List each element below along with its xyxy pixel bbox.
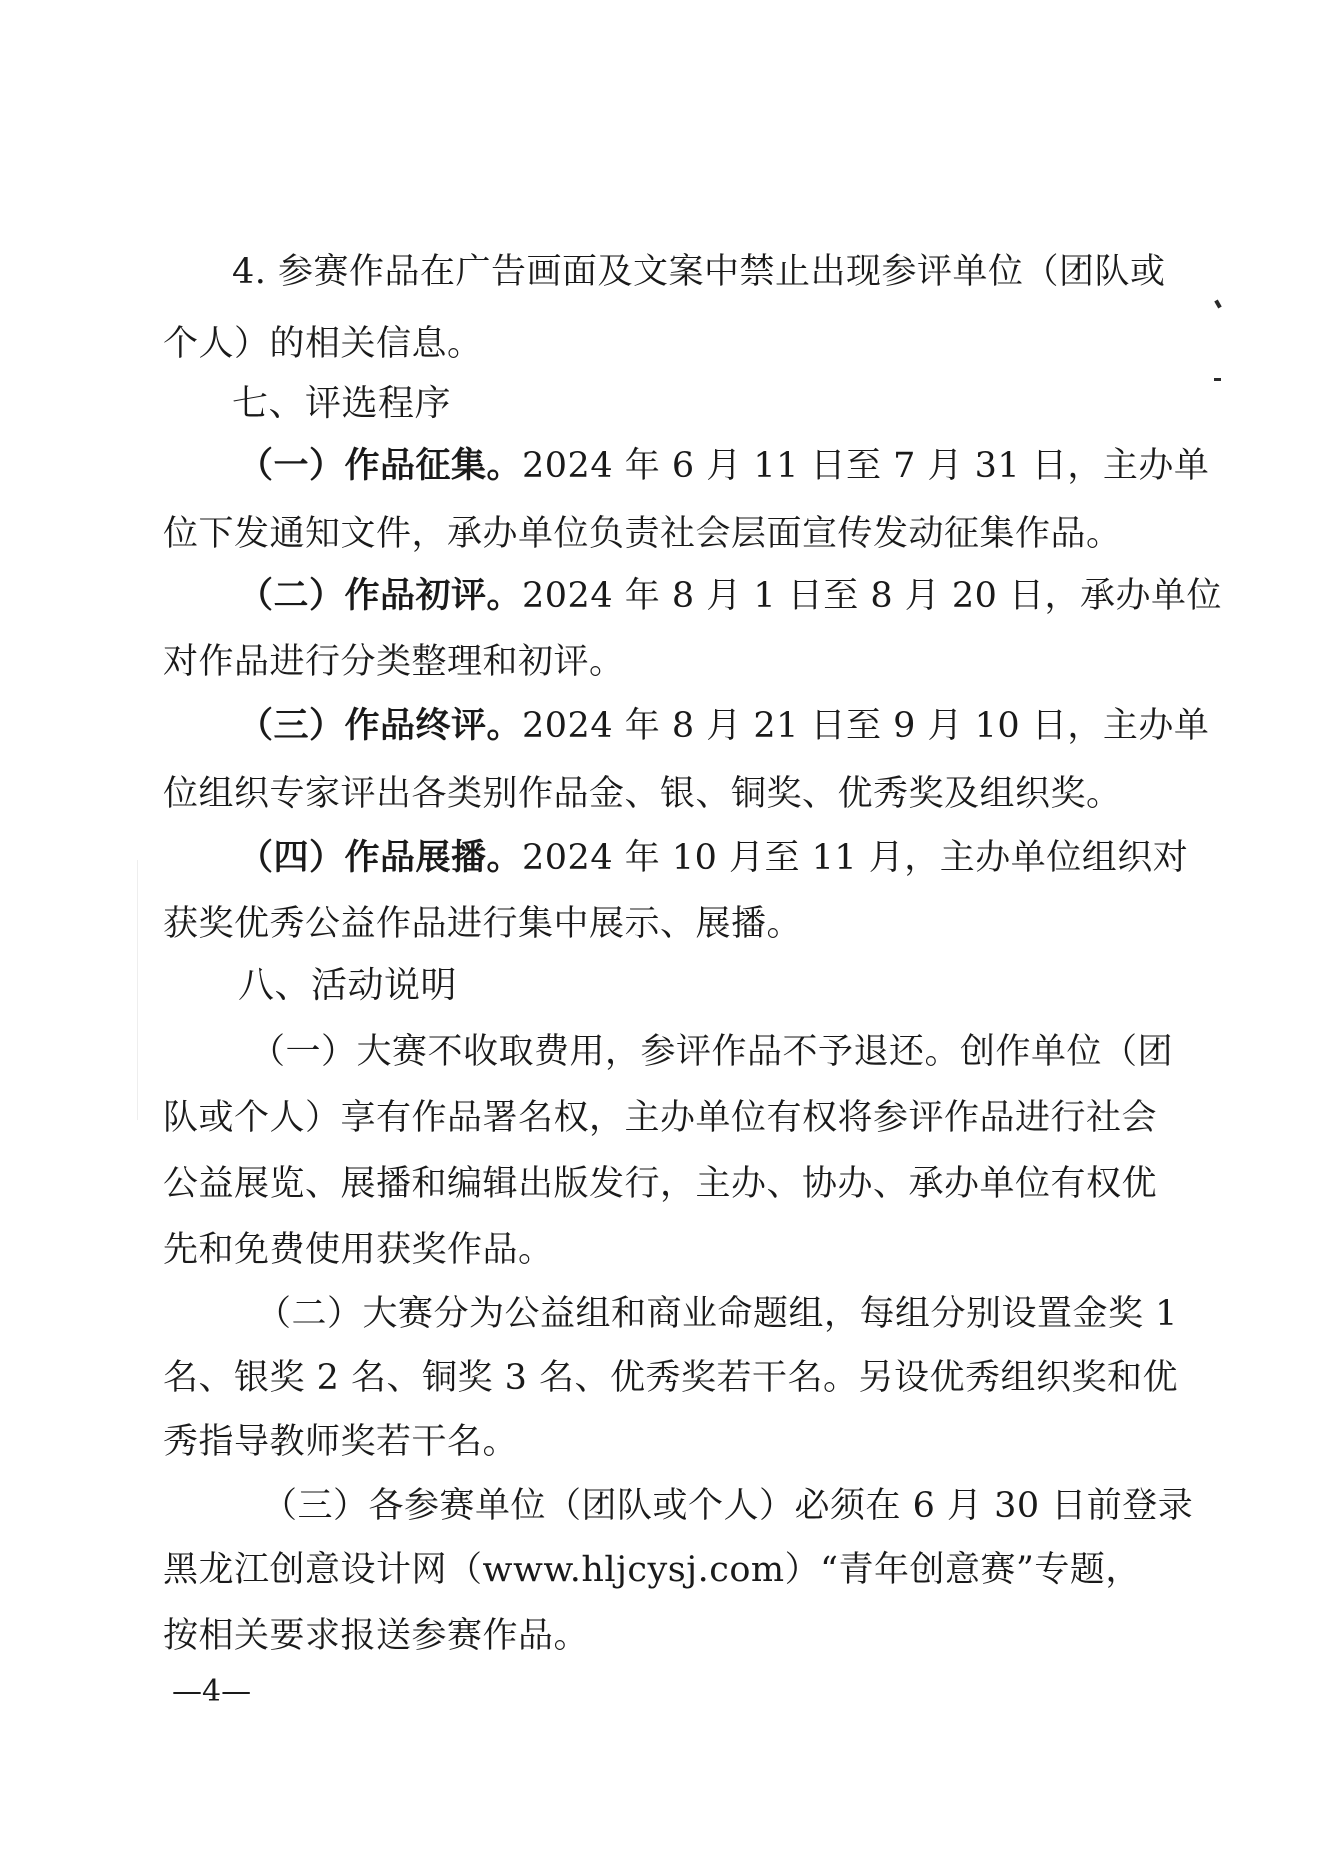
paragraph-line: （三）各参赛单位（团队或个人）必须在 6 月 30 日前登录 — [262, 1486, 1194, 1526]
subsection-label: （一）作品征集。 — [238, 445, 523, 486]
paragraph-line: 名、银奖 2 名、铜奖 3 名、优秀奖若干名。另设优秀组织奖和优 — [163, 1358, 1179, 1398]
paragraph-line — [238, 836, 1188, 880]
section-heading: 七、评选程序 — [232, 383, 452, 424]
subsection-label: （二）作品初评。 — [238, 575, 523, 616]
paragraph-line: （二）大赛分为公益组和商业命题组，每组分别设置金奖 1 — [256, 1294, 1178, 1334]
paragraph-line — [238, 574, 1222, 618]
paragraph-text: 2024 年 8 月 21 日至 9 月 10 日，主办单 — [522, 706, 1210, 746]
paragraph-line: 个人）的相关信息。 — [163, 324, 483, 364]
subsection-label: （四）作品展播。 — [238, 837, 523, 878]
paragraph-text: 2024 年 8 月 1 日至 8 月 20 日，承办单位 — [522, 576, 1223, 616]
paragraph-line: （一）大赛不收取费用，参评作品不予退还。创作单位（团 — [250, 1032, 1174, 1072]
paragraph-line: 队或个人）享有作品署名权，主办单位有权将参评作品进行社会 — [163, 1098, 1158, 1138]
paragraph-line: 对作品进行分类整理和初评。 — [163, 642, 625, 682]
paragraph-line: 位组织专家评出各类别作品金、银、铜奖、优秀奖及组织奖。 — [163, 774, 1122, 814]
paragraph-text: 2024 年 6 月 11 日至 7 月 31 日，主办单 — [522, 446, 1210, 486]
paragraph-line — [238, 444, 1209, 488]
paragraph-line: 先和免费使用获奖作品。 — [163, 1230, 554, 1270]
paragraph-line: 获奖优秀公益作品进行集中展示、展播。 — [163, 904, 803, 944]
paragraph-line: 位下发通知文件，承办单位负责社会层面宣传发动征集作品。 — [163, 514, 1122, 554]
scan-mark — [1214, 300, 1221, 309]
subsection-label: （三）作品终评。 — [238, 705, 523, 746]
section-heading: 八、活动说明 — [238, 965, 458, 1006]
scan-mark — [1214, 378, 1221, 381]
paragraph-line: 4. 参赛作品在广告画面及文案中禁止出现参评单位（团队或 — [232, 252, 1166, 292]
paragraph-line: 黑龙江创意设计网（www.hljcysj.com）“青年创意赛”专题， — [163, 1550, 1141, 1590]
page-number: —4— — [172, 1674, 252, 1709]
paragraph-line — [238, 704, 1209, 748]
paragraph-text: 2024 年 10 月至 11 月，主办单位组织对 — [522, 838, 1189, 878]
scan-edge-line — [137, 860, 138, 1120]
paragraph-line: 秀指导教师奖若干名。 — [163, 1422, 519, 1462]
paragraph-line: 公益展览、展播和编辑出版发行，主办、协办、承办单位有权优 — [163, 1164, 1158, 1204]
paragraph-line: 按相关要求报送参赛作品。 — [163, 1616, 590, 1656]
